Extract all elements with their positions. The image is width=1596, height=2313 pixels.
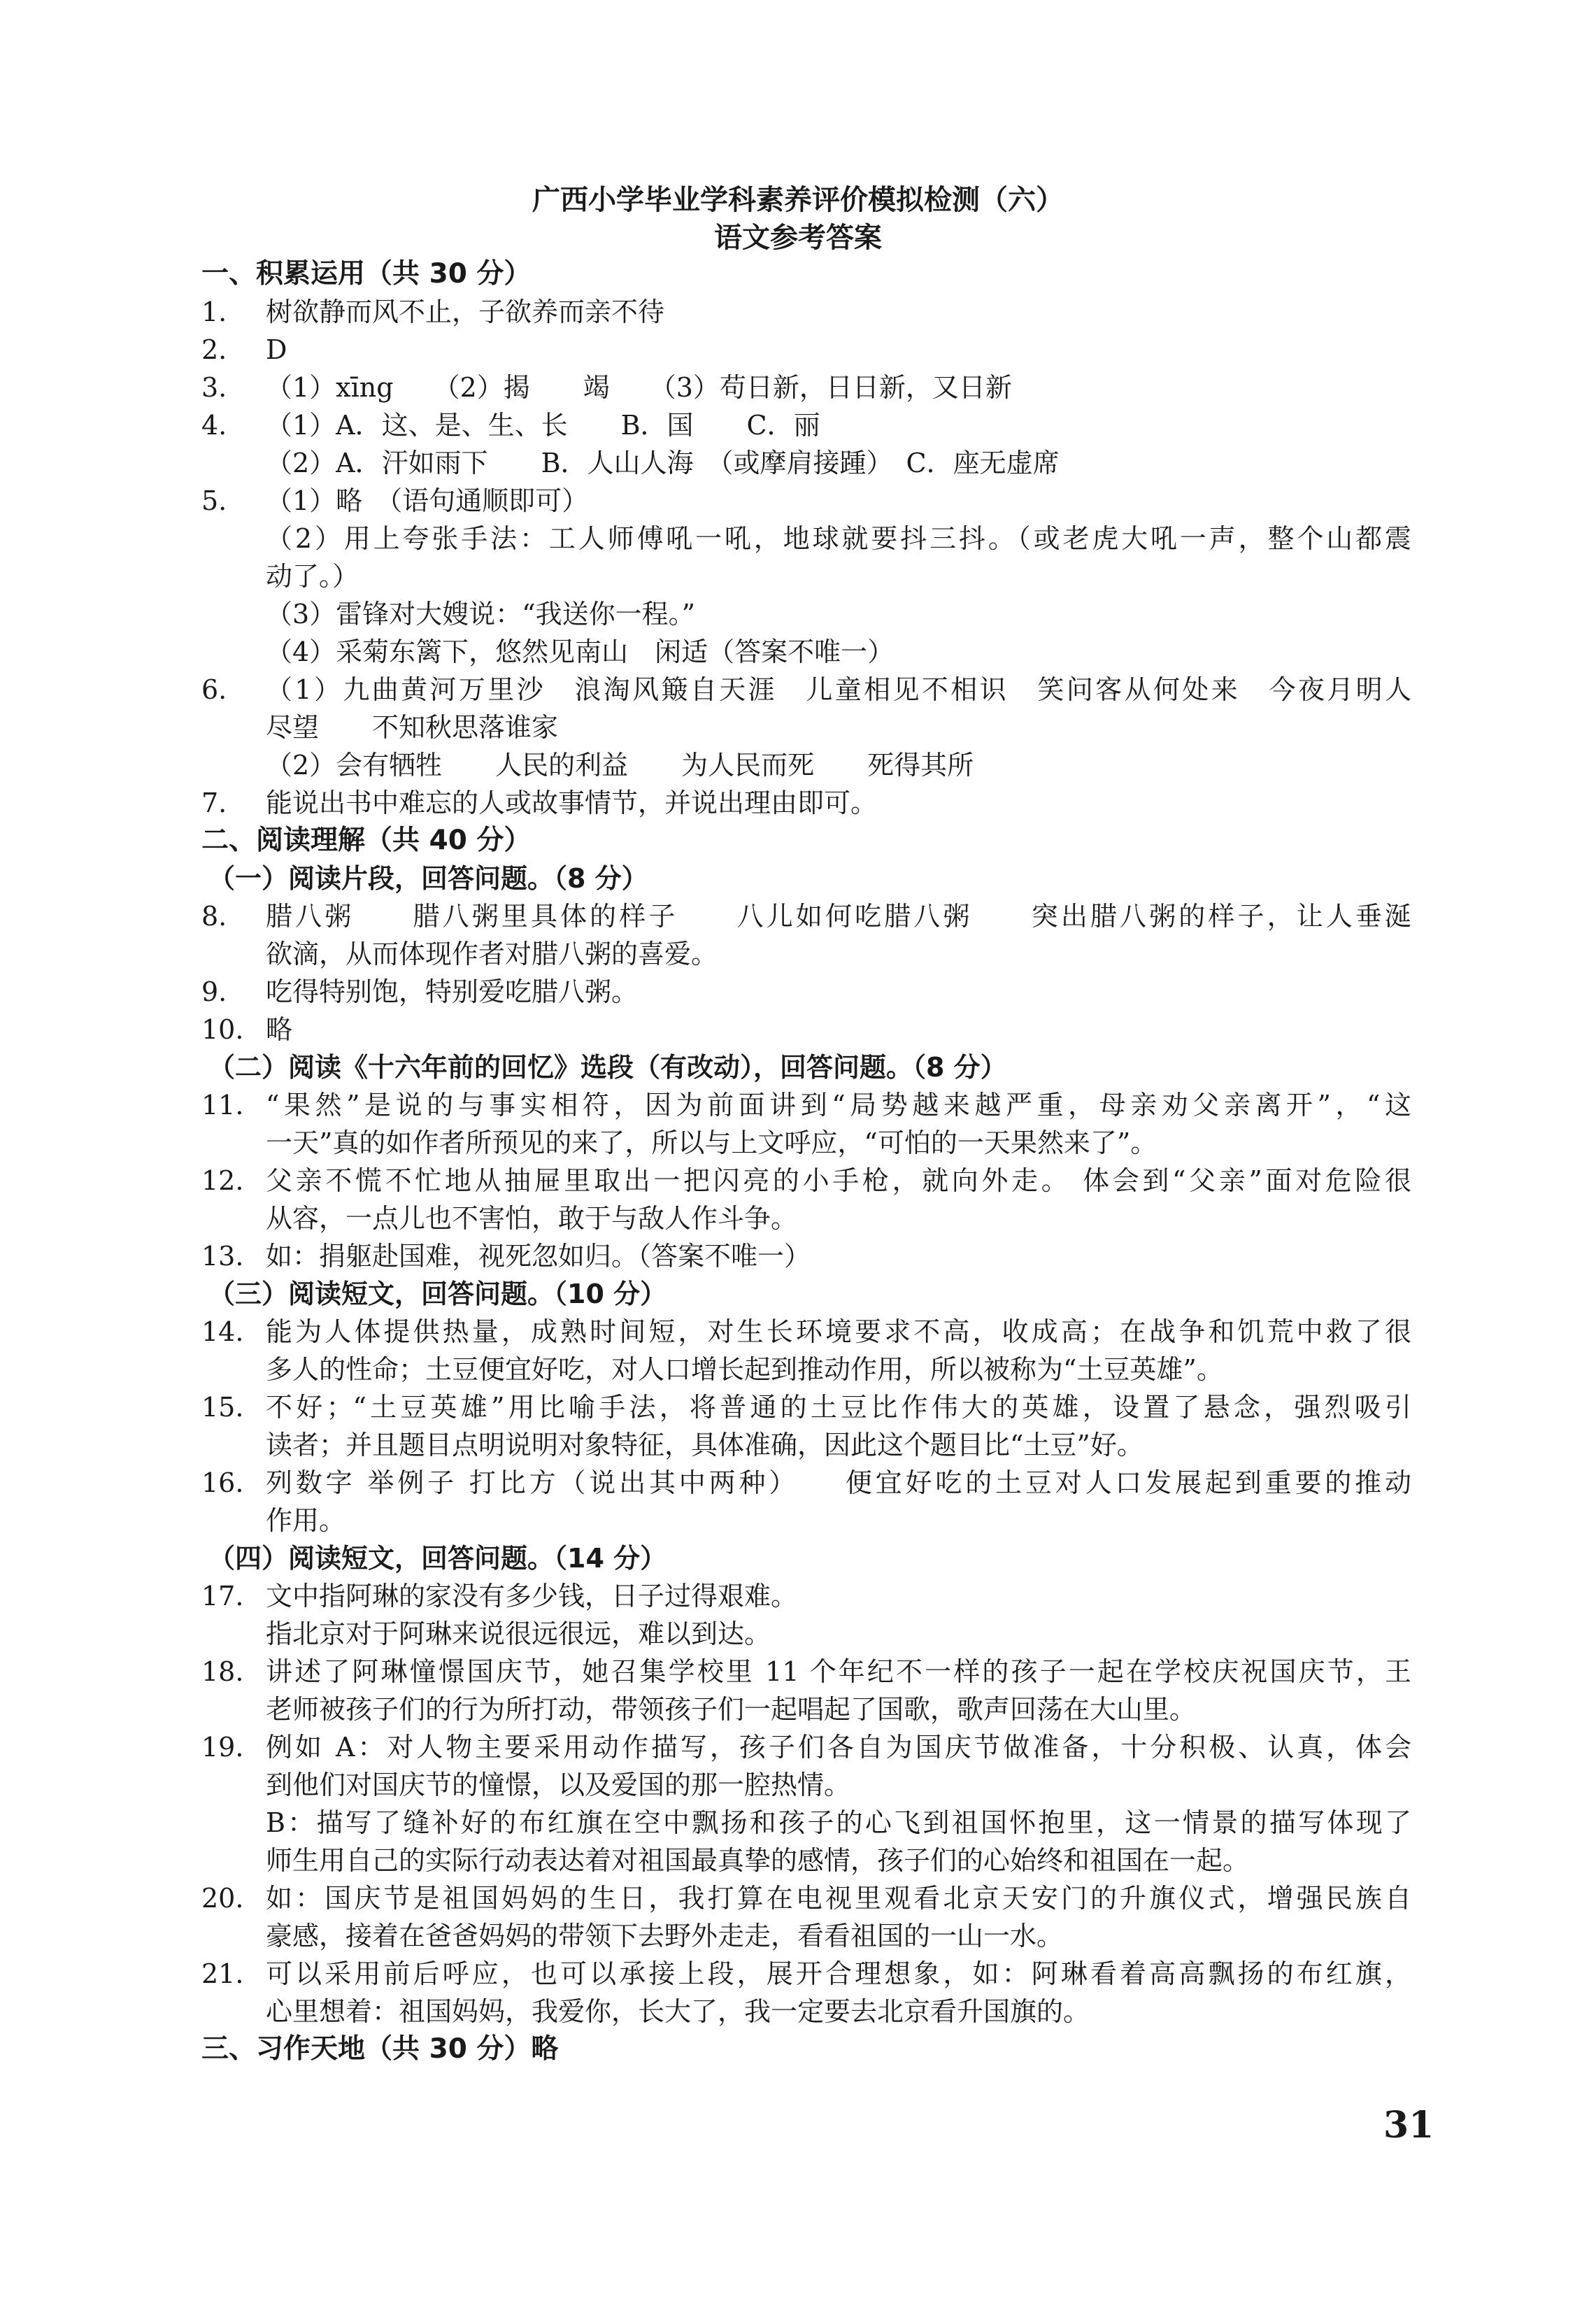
subsection-heading: （一）阅读片段，回答问题。（8 分） (208, 863, 648, 894)
item-number: 5. (201, 485, 227, 516)
answer-item (201, 1011, 1411, 1048)
answer-continuation (201, 1200, 1411, 1237)
answer-item (201, 331, 1411, 369)
answer-item (201, 784, 1411, 822)
section-heading: 三、习作天地（共 30 分）略 (201, 2033, 559, 2065)
item-number: 10. (201, 1014, 244, 1045)
answer-item (201, 671, 1411, 709)
item-number: 18. (201, 1656, 244, 1687)
answer-continuation (201, 1766, 1411, 1804)
answer-text: B：描写了缝补好的布红旗在空中飘扬和孩子的心飞到祖国怀抱里，这一情景的描写体现了 (266, 1807, 1411, 1838)
item-number: 9. (201, 976, 227, 1007)
item-number: 3. (201, 372, 227, 403)
answer-continuation (201, 1124, 1411, 1162)
page-number: 31 (1383, 2104, 1434, 2147)
answer-item (201, 1955, 1411, 1993)
section-heading: 一、积累运用（共 30 分） (201, 258, 532, 290)
answer-item (201, 1162, 1411, 1200)
subsection-heading: （四）阅读短文，回答问题。（14 分） (208, 1543, 667, 1574)
answer-text: 树欲静而风不止，子欲养而亲不待 (266, 297, 665, 327)
answer-text: 如：国庆节是祖国妈妈的生日，我打算在电视里观看北京天安门的升旗仪式，增强民族自 (266, 1883, 1411, 1914)
answer-text: 作用。 (266, 1505, 346, 1536)
answer-continuation (201, 1691, 1411, 1728)
answer-text: 能为人体提供热量，成熟时间短，对生长环境要求不高，收成高；在战争和饥荒中救了很 (266, 1316, 1411, 1347)
item-number: 7. (201, 788, 227, 818)
answer-continuation (201, 1804, 1411, 1842)
answer-continuation (201, 1351, 1411, 1388)
answer-continuation (201, 557, 1411, 595)
answer-text: （1）A．这、是、生、长 B．国 C．丽 (266, 410, 820, 441)
item-number: 21. (201, 1958, 244, 1989)
answer-text: 列数字 举例子 打比方（说出其中两种） 便宜好吃的土豆对人口发展起到重要的推动 (266, 1467, 1411, 1498)
answer-text: 师生用自己的实际行动表达着对祖国最真挚的感情，孩子们的心始终和祖国在一起。 (266, 1845, 1250, 1876)
answer-text: 父亲不慌不忙地从抽屉里取出一把闪亮的小手枪，就向外走。 体会到“父亲”面对危险很 (266, 1165, 1411, 1196)
answer-text: 例如 A：对人物主要采用动作描写，孩子们各自为国庆节做准备，十分积极、认真，体会 (266, 1732, 1411, 1763)
answer-continuation (201, 595, 1411, 633)
answer-continuation (201, 746, 1411, 784)
answer-item (201, 482, 1411, 520)
answer-text: 欲滴，从而体现作者对腊八粥的喜爱。 (266, 939, 718, 969)
answer-item (201, 1577, 1411, 1615)
answer-text: （3）雷锋对大嫂说：“我送你一程。” (266, 599, 696, 629)
answer-text: 可以采用前后呼应，也可以承接上段，展开合理想象，如：阿琳看着高高飘扬的布红旗， (266, 1958, 1411, 1989)
item-number: 16. (201, 1467, 244, 1498)
answer-item (201, 1086, 1411, 1124)
answer-text: 不好；“土豆英雄”用比喻手法，将普通的土豆比作伟大的英雄，设置了悬念，强烈吸引 (266, 1392, 1411, 1423)
item-number: 8. (201, 901, 227, 932)
answer-continuation (201, 1502, 1411, 1539)
answer-text: 到他们对国庆节的憧憬，以及爱国的那一腔热情。 (266, 1770, 851, 1800)
item-number: 15. (201, 1392, 244, 1423)
answer-continuation (201, 1426, 1411, 1464)
item-number: 14. (201, 1316, 244, 1347)
item-number: 2. (201, 334, 227, 365)
answer-item (201, 293, 1411, 331)
item-number: 20. (201, 1883, 244, 1914)
item-number: 4. (201, 410, 227, 441)
subsection-heading: （二）阅读《十六年前的回忆》选段（有改动），回答问题。（8 分） (208, 1052, 1007, 1083)
answer-text: （1）xīng （2）揭 竭 （3）苟日新，日日新，又日新 (266, 372, 1012, 403)
page-subtitle: 语文参考答案 (714, 222, 882, 254)
item-number: 19. (201, 1732, 244, 1763)
answer-text: 讲述了阿琳憧憬国庆节，她召集学校里 11 个年纪不一样的孩子一起在学校庆祝国庆节，王 (266, 1656, 1411, 1687)
item-number: 6. (201, 674, 227, 705)
answer-content (201, 255, 1411, 2068)
answer-item (201, 1313, 1411, 1351)
answer-item (201, 406, 1411, 444)
answer-text: 一天”真的如作者所预见的来了，所以与上文呼应，“可怕的一天果然来了”。 (266, 1127, 1157, 1158)
answer-continuation (201, 444, 1411, 482)
answer-item (201, 973, 1411, 1011)
answer-text: 动了。） (266, 561, 359, 592)
answer-item (201, 1388, 1411, 1426)
item-number: 12. (201, 1165, 244, 1196)
answer-text: “果然”是说的与事实相符，因为前面讲到“局势越来越严重，母亲劝父亲离开”，“这 (266, 1090, 1411, 1120)
answer-continuation (201, 1917, 1411, 1955)
answer-text: （2）会有牺牲 人民的利益 为人民而死 死得其所 (266, 750, 974, 781)
answer-text: （2）A．汗如雨下 B．人山人海 （或摩肩接踵） C．座无虚席 (266, 448, 1060, 478)
answer-text: （4）采菊东篱下，悠然见南山 闲适（答案不唯一） (266, 636, 895, 667)
answer-text: 心里想着：祖国妈妈，我爱你，长大了，我一定要去北京看升国旗的。 (266, 1996, 1090, 2027)
answer-item (201, 1879, 1411, 1917)
answer-text: 尽望 不知秋思落谁家 (266, 712, 559, 743)
answer-continuation (201, 1993, 1411, 2030)
answer-item (201, 1464, 1411, 1502)
answer-text: 指北京对于阿琳来说很远很远，难以到达。 (266, 1618, 771, 1649)
answer-continuation (201, 520, 1411, 557)
answer-continuation (201, 709, 1411, 746)
answer-item (201, 369, 1411, 406)
item-number: 11. (201, 1090, 244, 1120)
answer-continuation (201, 1615, 1411, 1653)
answer-text: 略 (266, 1014, 293, 1045)
answer-continuation (201, 633, 1411, 671)
item-number: 13. (201, 1241, 244, 1272)
answer-text: 多人的性命；土豆便宜好吃，对人口增长起到推动作用，所以被称为“土豆英雄”。 (266, 1354, 1223, 1385)
answer-item (201, 1728, 1411, 1766)
answer-text: 能说出书中难忘的人或故事情节，并说出理由即可。 (266, 788, 878, 818)
answer-text: D (266, 334, 287, 365)
item-number: 1. (201, 297, 227, 327)
answer-text: 从容，一点儿也不害怕，敢于与敌人作斗争。 (266, 1203, 798, 1234)
page-title: 广西小学毕业学科素养评价模拟检测（六） (532, 184, 1064, 216)
answer-text: 腊八粥 腊八粥里具体的样子 八儿如何吃腊八粥 突出腊八粥的样子，让人垂涎 (266, 901, 1411, 932)
answer-text: 文中指阿琳的家没有多少钱，日子过得艰难。 (266, 1581, 798, 1611)
answer-text: 豪感，接着在爸爸妈妈的带领下去野外走走，看看祖国的一山一水。 (266, 1921, 1064, 1951)
answer-text: （1）略 （语句通顺即可） (266, 485, 589, 516)
answer-item (201, 1653, 1411, 1691)
subsection-heading: （三）阅读短文，回答问题。（10 分） (208, 1279, 667, 1309)
item-number: 17. (201, 1581, 244, 1611)
answer-continuation (201, 1842, 1411, 1879)
answer-text: 吃得特别饱，特别爱吃腊八粥。 (266, 976, 639, 1007)
answer-continuation (201, 935, 1411, 973)
answer-item (201, 897, 1411, 935)
answer-text: 读者；并且题目点明说明对象特征，具体准确，因此这个题目比“土豆”好。 (266, 1430, 1143, 1460)
answer-text: （1）九曲黄河万里沙 浪淘风簸自天涯 儿童相见不相识 笑问客从何处来 今夜月明人 (266, 674, 1411, 705)
answer-text: （2）用上夸张手法：工人师傅吼一吼，地球就要抖三抖。（或老虎大吼一声，整个山都震 (266, 523, 1411, 554)
answer-item (201, 1237, 1411, 1275)
answer-text: 如：捐躯赴国难，视死忽如归。（答案不唯一） (266, 1241, 811, 1272)
answer-text: 老师被孩子们的行为所打动，带领孩子们一起唱起了国歌，歌声回荡在大山里。 (266, 1694, 1197, 1725)
section-heading: 二、阅读理解（共 40 分） (201, 825, 532, 856)
